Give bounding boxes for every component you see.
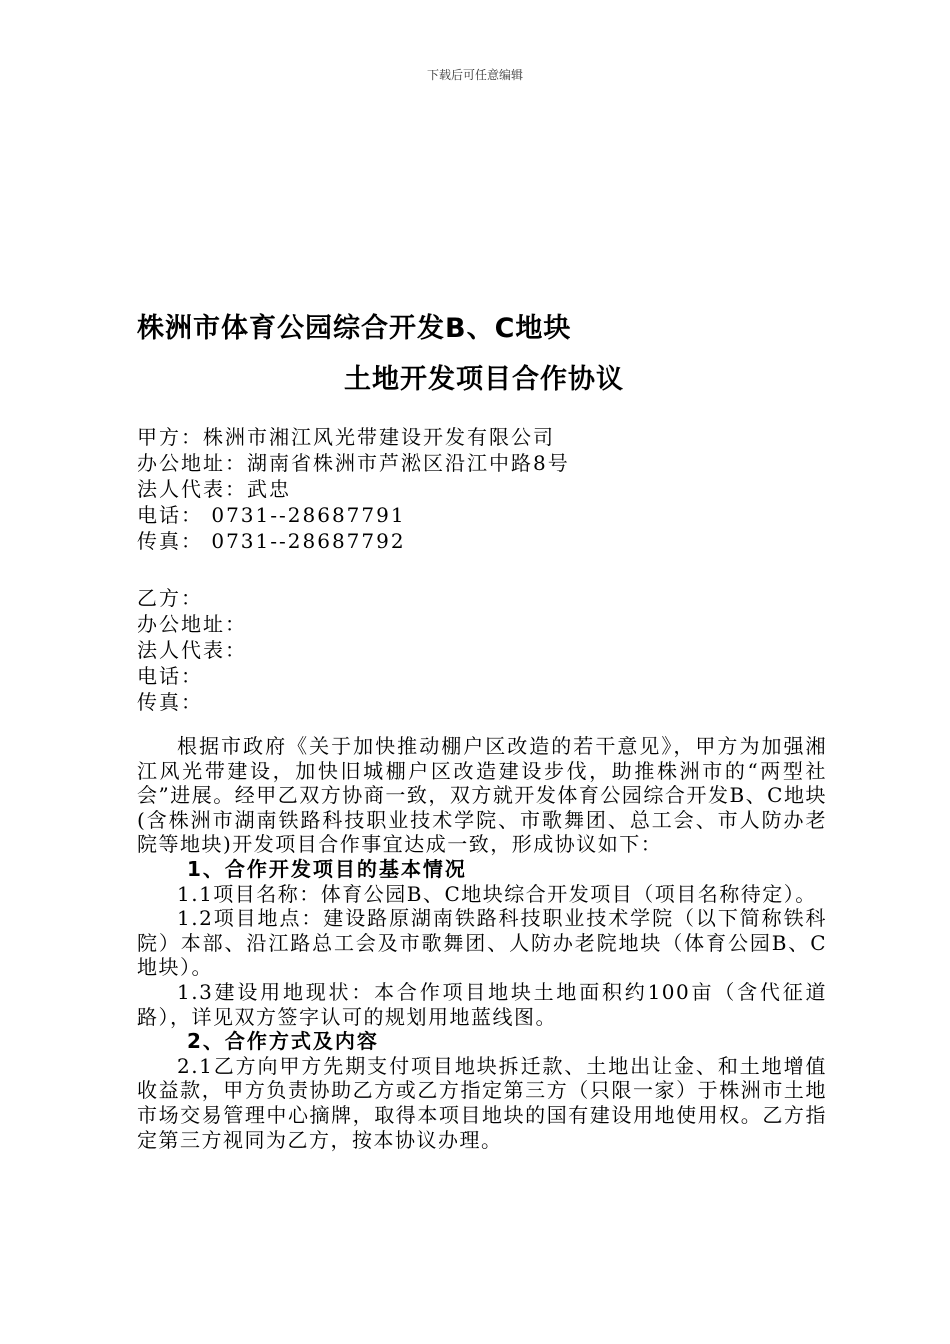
- party-a-phone: 电话： 0731--28687791: [137, 503, 406, 527]
- party-b-address: 办公地址：: [137, 612, 247, 636]
- party-b-fax: 传真：: [137, 690, 203, 714]
- section1-item3: 1.3建设用地现状：本合作项目地块土地面积约100亩（含代征道路），详见双方签字认可的规划用地蓝线图。: [137, 979, 827, 1029]
- party-a-fax: 传真： 0731--28687792: [137, 529, 406, 553]
- section1-item1: 1.1项目名称：体育公园B、C地块综合开发项目（项目名称待定）。: [177, 881, 817, 906]
- party-b-legal-rep: 法人代表：: [137, 638, 247, 662]
- party-a-name: 甲方：株洲市湘江风光带建设开发有限公司: [137, 425, 555, 449]
- section1-heading: 1、合作开发项目的基本情况: [187, 856, 467, 881]
- section1-item2: 1.2项目地点：建设路原湖南铁路科技职业技术学院（以下简称铁科院）本部、沿江路总工会及市歌舞团、人防办老院地块（体育公园B、C地块）。: [137, 906, 827, 980]
- intro-paragraph: 根据市政府《关于加快推动棚户区改造的若干意见》，甲方为加强湘江风光带建设，加快旧城棚户区改造建设步伐，助推株洲市的“两型社会”进展。经甲乙双方协商一致，双方就开发体育公园综合开发B、C地块(含株洲市湖南铁路科技职业技术学院、市歌舞团、总工会、市人防办老院等地块)开发项目合作事宜达成一致，形成协议如下：: [137, 734, 827, 857]
- party-a-address: 办公地址：湖南省株洲市芦淞区沿江中路8号: [137, 451, 570, 475]
- party-b-block: [137, 585, 247, 715]
- party-a-block: [137, 424, 570, 554]
- document-title-line2: 土地开发项目合作协议: [344, 364, 624, 395]
- header-note: 下载后可任意编辑: [426, 68, 523, 82]
- section2-heading: 2、合作方式及内容: [187, 1029, 379, 1054]
- document-title-line1: 株洲市体育公园综合开发B、C地块: [137, 313, 572, 344]
- section2-item1: 2.1乙方向甲方先期支付项目地块拆迁款、土地出让金、和土地增值收益款，甲方负责协助乙方或乙方指定第三方（只限一家）于株洲市土地市场交易管理中心摘牌，取得本项目地块的国有建设用地使用权。乙方指定第三方视同为乙方，按本协议办理。: [137, 1053, 827, 1152]
- party-b-phone: 电话：: [137, 664, 203, 688]
- party-a-legal-rep: 法人代表：武忠: [137, 477, 291, 501]
- agreement-body: [137, 734, 827, 1152]
- party-b-name: 乙方：: [137, 586, 203, 610]
